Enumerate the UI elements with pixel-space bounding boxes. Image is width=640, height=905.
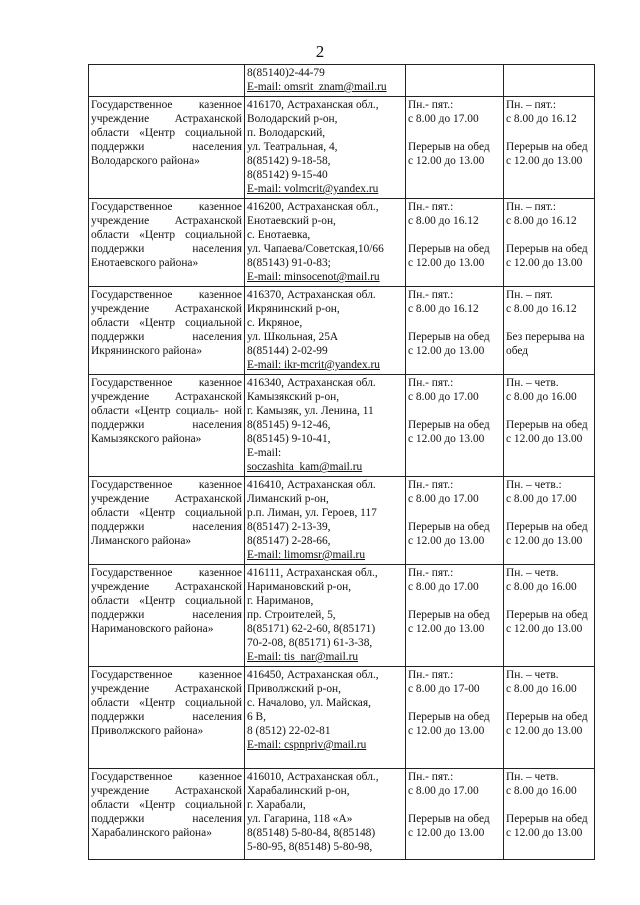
address-line: ул. Гагарина, 118 «А»: [247, 813, 353, 825]
address-line: 8(85145) 9-12-46,: [247, 419, 331, 431]
address-line: ул. Школьная, 25А: [247, 331, 339, 343]
working-hours-cell: [406, 769, 504, 860]
address-cell: [245, 375, 406, 477]
address-line: 8(85147) 2-13-39,: [247, 521, 331, 533]
address-line: Володарский р-он,: [247, 113, 338, 125]
hours-line: Пн. – четв.: [506, 377, 559, 389]
table-row: [89, 65, 595, 97]
break-line: Перерыв на обед: [408, 243, 490, 255]
address-line: р.п. Лиман, ул. Героев, 117: [247, 507, 377, 519]
address-line: 8(85148) 5-80-84, 8(85148): [247, 827, 376, 839]
break-line: Перерыв на обед: [408, 419, 490, 431]
hours-line: с 8.00 до 16.12: [506, 303, 577, 315]
working-hours-cell: [406, 375, 504, 477]
working-hours-cell: [406, 199, 504, 287]
working-hours-cell: [406, 565, 504, 667]
break-line: с 12.00 до 13.00: [506, 725, 583, 737]
hours-line: с 8.00 до 16.00: [506, 683, 577, 695]
spacer: [506, 228, 592, 242]
hours-line: с 8.00 до 16.00: [506, 581, 577, 593]
hours-line: Пн. – пят.:: [506, 99, 557, 111]
hours-line: Пн. – четв.: [506, 669, 559, 681]
address-line: с. Икряное,: [247, 317, 303, 329]
email-address: E-mail: tis_nar@mail.ru: [247, 651, 359, 663]
alt-hours-cell: [504, 667, 595, 769]
hours-line: с 8.00 до 17-00: [408, 683, 480, 695]
address-line: 416010, Астраханская обл.,: [247, 771, 379, 783]
spacer: [506, 798, 592, 812]
spacer: [506, 126, 592, 140]
address-line: 8(85147) 2-28-66,: [247, 535, 331, 547]
hours-line: Пн. – четв.: [506, 567, 559, 579]
address-line: пр. Строителей, 5,: [247, 609, 336, 621]
page-number: 2: [315, 42, 325, 61]
hours-line: Пн.- пят.:: [408, 669, 454, 681]
organization-cell: [89, 565, 245, 667]
spacer: [408, 798, 501, 812]
hours-line: Пн. – четв.:: [506, 479, 562, 491]
working-hours-cell: [406, 65, 504, 97]
hours-line: с 8.00 до 17.00: [408, 113, 479, 125]
hours-line: с 8.00 до 16.12: [506, 215, 577, 227]
institutions-table: [88, 64, 595, 860]
break-line: Перерыв на обед: [408, 711, 490, 723]
table-row: [89, 477, 595, 565]
address-line: Харабалинский р-он,: [247, 785, 350, 797]
address-line: п. Володарский,: [247, 127, 326, 139]
alt-hours-cell: [504, 65, 595, 97]
working-hours-cell: [406, 97, 504, 199]
address-line: 416200, Астраханская обл.,: [247, 201, 379, 213]
hours-line: с 8.00 до 16.00: [506, 391, 577, 403]
break-line: с 12.00 до 13.00: [408, 345, 485, 357]
break-line: Перерыв на обед: [506, 711, 588, 723]
hours-line: Пн.- пят.:: [408, 771, 454, 783]
spacer: [408, 228, 501, 242]
break-line: Перерыв на обед: [506, 141, 588, 153]
break-line: с 12.00 до 13.00: [506, 827, 583, 839]
address-line: 70-2-08, 8(85171) 61-3-38,: [247, 637, 373, 649]
address-line: Наримановский р-он,: [247, 581, 352, 593]
hours-line: Пн.- пят.:: [408, 201, 454, 213]
spacer: [408, 594, 501, 608]
hours-line: Пн. – четв.: [506, 771, 559, 783]
break-line: с 12.00 до 13.00: [408, 725, 485, 737]
address-cell: [245, 65, 406, 97]
hours-line: Пн.- пят.:: [408, 567, 454, 579]
alt-hours-cell: [504, 287, 595, 375]
email-address: E-mail: omsrit_znam@mail.ru: [247, 81, 387, 93]
working-hours-cell: [406, 667, 504, 769]
table-row: [89, 667, 595, 769]
table-row: [89, 375, 595, 477]
break-line: Перерыв на обед: [506, 243, 588, 255]
address-cell: [245, 667, 406, 769]
break-line: с 12.00 до 13.00: [506, 535, 583, 547]
spacer: [408, 506, 501, 520]
address-line: 8(85145) 9-10-41,: [247, 433, 331, 445]
hours-line: с 8.00 до 16.00: [506, 785, 577, 797]
break-line: с 12.00 до 13.00: [408, 535, 485, 547]
alt-hours-cell: [504, 769, 595, 860]
address-cell: [245, 287, 406, 375]
break-line: Перерыв на обед: [506, 813, 588, 825]
address-line: 416410, Астраханская обл.: [247, 479, 376, 491]
hours-line: с 8.00 до 17.00: [408, 581, 479, 593]
organization-name: Государственное казенное учреждение Астраханской области «Центр социальной поддержки населения Харабалинского района»: [91, 771, 242, 839]
organization-cell: [89, 287, 245, 375]
working-hours-cell: [406, 287, 504, 375]
address-line: г. Харабали,: [247, 799, 306, 811]
spacer: [506, 696, 592, 710]
table-row: [89, 287, 595, 375]
address-line: г. Камызяк, ул. Ленина, 11: [247, 405, 374, 417]
organization-cell: [89, 97, 245, 199]
break-line: обед: [506, 345, 529, 357]
address-line: 416340, Астраханская обл.: [247, 377, 376, 389]
email-address: E-mail: volmcrit@yandex.ru: [247, 183, 379, 195]
email-address: E-mail: minsocenot@mail.ru: [247, 271, 380, 283]
alt-hours-cell: [504, 477, 595, 565]
hours-line: Пн. – пят.:: [506, 201, 557, 213]
alt-hours-cell: [504, 375, 595, 477]
address-line: Камызякский р-он,: [247, 391, 340, 403]
alt-hours-cell: [504, 565, 595, 667]
spacer: [408, 696, 501, 710]
address-line: с. Началово, ул. Майская,: [247, 697, 371, 709]
address-line: ул. Театральная, 4,: [247, 141, 338, 153]
break-line: Перерыв на обед: [408, 521, 490, 533]
organization-name: Государственное казенное учреждение Астраханской области «Центр социальной поддержки населения Приволжского района»: [91, 669, 242, 737]
email-address: soczashita_kam@mail.ru: [247, 461, 363, 473]
address-line: 8(85142) 9-15-40: [247, 169, 328, 181]
break-line: с 12.00 до 13.00: [506, 257, 583, 269]
organization-name: Государственное казенное учреждение Астраханской области «Центр социальной поддержки населения Лиманского района»: [91, 479, 242, 547]
address-line: 416111, Астраханская обл.,: [247, 567, 378, 579]
alt-hours-cell: [504, 97, 595, 199]
spacer: [506, 404, 592, 418]
organization-cell: [89, 769, 245, 860]
table-row: [89, 769, 595, 860]
spacer: [506, 506, 592, 520]
hours-line: с 8.00 до 17.00: [408, 493, 479, 505]
address-line: 8 (8512) 22-02-81: [247, 725, 331, 737]
hours-line: Пн.- пят.:: [408, 289, 454, 301]
organization-cell: [89, 667, 245, 769]
organization-cell: [89, 375, 245, 477]
organization-name: Государственное казенное учреждение Астраханской области «Центр социаль- ной поддержки населения Камызякского района»: [91, 377, 242, 445]
alt-hours-cell: [504, 199, 595, 287]
break-line: Перерыв на обед: [506, 419, 588, 431]
organization-cell: [89, 65, 245, 97]
hours-line: Пн. – пят.: [506, 289, 553, 301]
table-row: [89, 199, 595, 287]
organization-name: Государственное казенное учреждение Астраханской области «Центр социальной поддержки населения Икрянинского района»: [91, 289, 242, 357]
address-line: с. Енотаевка,: [247, 229, 311, 241]
break-line: с 12.00 до 13.00: [408, 155, 485, 167]
address-line: 416170, Астраханская обл.,: [247, 99, 379, 111]
organization-cell: [89, 199, 245, 287]
address-line: 8(85142) 9-18-58,: [247, 155, 331, 167]
break-line: Перерыв на обед: [408, 609, 490, 621]
address-line: Енотаевский р-он,: [247, 215, 336, 227]
hours-line: Пн.- пят.:: [408, 479, 454, 491]
address-cell: [245, 97, 406, 199]
spacer: [506, 594, 592, 608]
hours-line: Пн.- пят.:: [408, 377, 454, 389]
break-line: с 12.00 до 13.00: [408, 433, 485, 445]
spacer: [408, 404, 501, 418]
address-cell: [245, 565, 406, 667]
break-line: Перерыв на обед: [408, 813, 490, 825]
break-line: с 12.00 до 13.00: [408, 623, 485, 635]
table-row: [89, 565, 595, 667]
address-line: 8(85171) 62-2-60, 8(85171): [247, 623, 376, 635]
address-line: 8(85144) 2-02-99: [247, 345, 328, 357]
organization-name: Государственное казенное учреждение Астраханской области «Центр социальной поддержки населения Володарского района»: [91, 99, 242, 167]
break-line: с 12.00 до 13.00: [506, 623, 583, 635]
address-cell: [245, 477, 406, 565]
email-address: E-mail: cspnpriv@mail.ru: [247, 739, 367, 751]
address-line: ул. Чапаева/Советская,10/66: [247, 243, 384, 255]
organization-cell: [89, 477, 245, 565]
break-line: Без перерыва на: [506, 331, 585, 343]
spacer: [506, 316, 592, 330]
address-line: Приволжский р-он,: [247, 683, 341, 695]
hours-line: с 8.00 до 17.00: [408, 391, 479, 403]
break-line: Перерыв на обед: [506, 521, 588, 533]
hours-line: с 8.00 до 16.12: [408, 215, 479, 227]
email-address: E-mail: limomsr@mail.ru: [247, 549, 366, 561]
spacer: [408, 126, 501, 140]
spacer: [408, 316, 501, 330]
break-line: с 12.00 до 13.00: [506, 155, 583, 167]
address-line: г. Нариманов,: [247, 595, 314, 607]
address-cell: [245, 769, 406, 860]
email-address: E-mail: ikr-mcrit@yandex.ru: [247, 359, 380, 371]
hours-line: с 8.00 до 16.12: [506, 113, 577, 125]
break-line: Перерыв на обед: [408, 331, 490, 343]
organization-name: Государственное казенное учреждение Астраханской области «Центр социальной поддержки населения Енотаевского района»: [91, 201, 242, 269]
address-line: 5-80-95, 8(85148) 5-80-98,: [247, 841, 373, 853]
hours-line: с 8.00 до 16.12: [408, 303, 479, 315]
break-line: с 12.00 до 13.00: [408, 827, 485, 839]
hours-line: с 8.00 до 17.00: [506, 493, 577, 505]
address-line: 8(85143) 91-0-83;: [247, 257, 331, 269]
table-row: [89, 97, 595, 199]
break-line: Перерыв на обед: [408, 141, 490, 153]
address-cell: [245, 199, 406, 287]
hours-line: с 8.00 до 17.00: [408, 785, 479, 797]
break-line: с 12.00 до 13.00: [408, 257, 485, 269]
address-line: 8(85140)2-44-79: [247, 67, 325, 79]
address-line: 6 В,: [247, 711, 266, 723]
address-line: E-mail:: [247, 447, 282, 459]
address-line: 416450, Астраханская обл.,: [247, 669, 379, 681]
address-line: 416370, Астраханская обл.: [247, 289, 376, 301]
break-line: Перерыв на обед: [506, 609, 588, 621]
working-hours-cell: [406, 477, 504, 565]
hours-line: Пн.- пят.:: [408, 99, 454, 111]
address-line: Икрянинский р-он,: [247, 303, 340, 315]
address-line: Лиманский р-он,: [247, 493, 329, 505]
organization-name: Государственное казенное учреждение Астраханской области «Центр социальной поддержки населения Наримановского района»: [91, 567, 242, 635]
break-line: с 12.00 до 13.00: [506, 433, 583, 445]
